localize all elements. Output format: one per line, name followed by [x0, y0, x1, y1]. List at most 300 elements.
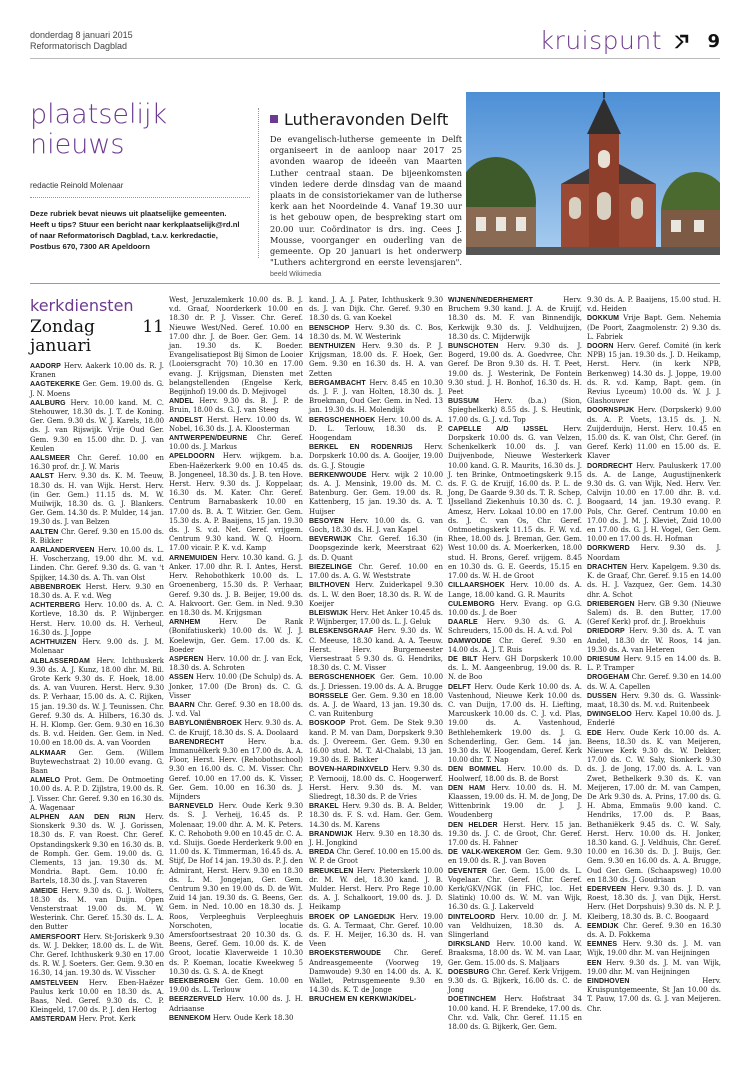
place-name: DRACHTEN: [587, 563, 628, 571]
service-details: Herv. 9.30 ds. P. J. Krijgsman, 18.00 ds. F. Hoek, Ger. Gem. 9.30 en 16.30 ds. H. A. van Zetten: [309, 342, 443, 378]
page-number: 9: [707, 31, 720, 52]
service-details: Herv. 9.30 ds. J. M. van Wijk, 19.00 dhr. M. van Heijningen: [587, 940, 721, 958]
place-name: EEMDIJK: [587, 922, 619, 930]
listing-entry: [309, 627, 443, 673]
article-title-text: Lutheravonden Delft: [284, 110, 449, 129]
service-details: Herv. Oude Kerk 18.30: [212, 1013, 294, 1022]
listing-entry: [30, 454, 164, 472]
place-name: EDE: [587, 729, 602, 737]
place-name: ALPHEN AAN DEN RIJN: [30, 813, 136, 821]
listing-entry: [309, 719, 443, 765]
service-details: Prot. Gem. De Ontmoeting 10.00 ds. A. P. D. Zijlstra, 19.00 ds. R. J. Visser. Chr. Geref. 9.30 en 16.30 ds. A. Wagenaar: [30, 776, 164, 812]
service-details: Herv. 10.30 kand. G. J. Anker. 17.00 dhr. R. I. Antes, Herst. Herv. Rehobothkerk 10.00 ds. L. Groenenberg, 15.30 ds. P. Verhaar, Geref. 9.30 ds. J. B. Beijer, 19.00 ds. A. Hakvoort. Ger. Gem. in Ned. 9.30 en 18.30 ds. M. Krijgsman: [169, 553, 303, 617]
place-name: CULEMBORG: [448, 600, 495, 608]
service-details: Herv. Dorpskerk 10.00 ds. A. Gooijer, 19.00 ds. G. J. Stougie: [309, 443, 443, 470]
place-name: EDERVEEN: [587, 886, 627, 893]
place-name: ALBLASSERDAM: [30, 657, 90, 665]
place-name: AMEIDE: [30, 887, 58, 895]
place-name: DORKWERD: [587, 545, 630, 553]
service-details: Herv. 9.30 ds. J. Noordam: [587, 544, 721, 562]
place-name: ANDEL: [169, 398, 194, 406]
article-body: [270, 134, 462, 281]
listing-entry: [587, 600, 721, 628]
service-details: Herv. Oude Kerk 10.00 ds. A. Beens, 18.30 ds. K. van Meijeren, Nieuwe Kerk 9.30 ds. W. Dekker, 17.00 ds. C. W. Saly, Sionkerk 9.30 ds. J. de Jong, 17.00 ds. A. L. van Zwet, Bethelkerk 9.30 ds. K. van Meijeren, 17.00 dr. M. van Campen, De Ark 9.30 ds. A. Prins, 17.00 ds. G. H. Abma, Emmaüs 9.00 kand. C. Hendriks, 17.00 ds. P. Baas, Bethaniëkerk 9.45 ds. C. W. Saly, Herst. Herv. 10.00 ds. H. Jonker, 18.30 kand. G. J. Veldhuis, Chr. Geref. 10.00 en 16.30 ds. D. J. Buijs, Ger. Gem. 9.30 en 16.00 ds. A. A. Brugge, Oud Ger. Gem. (Schaapsweg) 10.00 en 18.30 ds. J. Goudriaan: [587, 728, 721, 884]
service-details: Herv. De Rank (Bonifatiuskerk) 10.00 ds. W. J. J. Koelewijn, Ger. Gem. 17.00 ds. K. Boeder: [169, 618, 303, 654]
service-details: Herv. Zuiderkapel 9.30 ds. L. W. den Boer, 18.30 ds. R. W. de Koeijer: [309, 581, 443, 608]
place-name: AALTEN: [30, 528, 59, 536]
place-name: BARNEVELD: [169, 803, 214, 811]
place-name: AAGTEKERKE: [30, 381, 81, 389]
service-details: Chr. Geref. 9.30 en 14.00 ds. A. J. T. Ruis: [448, 636, 582, 654]
place-name: DOORNSPIJK: [587, 407, 635, 415]
service-details: Herv. 8.45 en 10.30 ds. J. F. J. van Holten, 18.30 ds. J. Broekman, Oud Ger. Gem. in Ned. 13 jan. 19.30 ds. H. Molendijk: [309, 378, 443, 415]
listing-column-5: [587, 296, 721, 1014]
service-details: Herv. 9.30 ds. G. A. Schreuders, 15.00 ds. H. A. v.d. Pol: [448, 618, 582, 636]
place-name: BARENDRECHT: [169, 738, 225, 746]
service-details: Herv. 10.00 ds. A. Lange, 18.00 kand. G. R. Maurits: [448, 581, 582, 599]
service-details: Chr. Geref. Andreasgemeente (Voorweg 19, Damwoude) 9.30 en 14.00 ds. A. K. Wallet, Petrusgemeente 9.30 en 14.30 ds. K. T. de Jonge: [309, 949, 443, 995]
place-name: BAARN: [169, 701, 195, 709]
listing-entry: [309, 324, 443, 342]
service-details: Herv. 10.00 ds. A. D. L. Terlouw, 18.30 ds. P. Hoogendam: [309, 415, 443, 443]
service-details: Herst. Herv. 15 jan. 19.30 ds. J. C. de Groot, Chr. Geref. 17.00 ds. H. Fahner: [448, 820, 582, 847]
vertical-divider: [258, 108, 259, 258]
listing-entry: [309, 609, 443, 627]
listing-entry: [30, 638, 164, 656]
place-name: AALBURG: [30, 399, 66, 407]
listing-entry: [30, 528, 164, 546]
service-details: Herv. (Dorpskerk) 9.00 ds. A. P. Voets, 13.15 ds. J. N. Zuijderduijn, Herst. Herv. 10.45 en 15.00 ds. K. van Olst, Chr. Geref. (in Geref. Kerk) 11.00 en 15.00 ds. E. Klaver: [587, 406, 721, 461]
service-details: 9.30 ds. A. P. Baaijens, 15.00 stud. H. v.d. Heiden: [587, 296, 721, 314]
listing-entry: [169, 673, 303, 701]
service-details: Herv. 9.30 ds. G. Wassink-maat, 18.30 ds. M. v.d. Ruitenbeek: [587, 691, 721, 709]
listing-entry: [169, 977, 303, 995]
service-details: Ger. Gem. 10.00 ds. J. Driessen. 19.00 ds. A. A. Brugge: [309, 673, 443, 691]
listing-entry: [448, 581, 582, 599]
service-details: Herv. Prot. Kerk: [78, 1015, 136, 1024]
place-name: AARLANDERVEEN: [30, 547, 95, 555]
listing-entry: [30, 749, 164, 777]
place-name: AMSTERDAM: [30, 1016, 77, 1024]
service-details: Herst. Herv. 9.30 en 18.30 ds. A. F. v.d. Weg: [30, 582, 164, 601]
listing-entry: [169, 554, 303, 618]
listing-entry: [309, 830, 443, 848]
service-details: Herv. 19.00 ds. G. A. Termaat, Chr. Geref. 10.00 ds. F. H. Meijer, 16.30 ds. H. van Veen: [309, 912, 443, 949]
listing-entry: [309, 765, 443, 802]
service-details: Herv. 10.00 dr. J. M. van Veldhuizen, 18.30 ds. A. Slingerland: [448, 912, 582, 940]
listing-entry: [169, 655, 303, 673]
service-details: Herv. b.a. Immanuëlkerk 9.30 en 17.00 ds. A. A. Floor, Herst. Herv. (Rehobothschool) 9.30 en 16.00 ds. C. M. Visser. Chr. Geref. 10.00 en 17.00 ds. K. Visser, Ger. Gem. 10.00 en 16.30 ds. J. Mijnders: [169, 737, 303, 801]
service-details: Herv. Het Anker 10.45 ds. P. Wijnberger, 17.00 ds. L. J. Geluk: [309, 608, 443, 627]
service-details: Chr. Geref. 10.00 en 15.00 ds. W. P. de Groot: [309, 848, 443, 866]
service-details: Herv. 9.30 ds. J. Bogerd, 19.00 ds. A. Goedvree, Chr. Geref. De Bron 9.30 ds. H. T. Peet, 19.00 ds. J. Westerink, De Fontein 9.30 stud. J. H. Bonhof, 16.30 ds. H. Peet: [448, 342, 582, 397]
service-details: Herv. wijk 2 10.00 ds. A. J. Mensink, 19.00 ds. M. C. Batenburg. Ger. Gem. 19.00 ds. R. Kattenberg, 15 jan. 19.30 ds. A. T. Huijser: [309, 470, 443, 516]
place-name: BROEK OP LANGEDIJK: [309, 913, 396, 921]
divider: [30, 197, 250, 198]
service-details: Ger. Gem. 15.00 ds. L. Vogelaar. Chr. Geref. (Chr. Geref. Kerk/GKV/NGK (in FHC, loc. Het Slatink) 10.00 ds. W. M. van Wijk, 16.30 ds. G. J. Lakerveld: [448, 866, 582, 912]
service-details: Herv. 9.30 ds. K. M. Teeuw, 18.30 ds. H. van Wijk. Herst. Herv. (in Ger. Gem.) 11.15 ds. M. W. Muilwijk, 18.30 ds. G. J. Blankers. Ger. Gem. 14.30 ds. P. Mulder, 14 jan. 19.30 ds. J. van Belzen: [30, 472, 164, 527]
service-details: Herv. 9.30 ds. B. J. P. de Bruin, 18.00 ds. G. J. van Steeg: [169, 397, 303, 415]
service-details: Herv. 9.30 ds. B. A. Belder, 18.30 ds. F. S. v.d. Ham. Ger. Gem. 14.30 ds. M. Karens: [309, 802, 443, 829]
listing-entry: [309, 848, 443, 866]
listing-entry: [30, 583, 164, 601]
date-line: [30, 30, 133, 52]
service-details: kand. J. A. J. Pater, Ichthuskerk 9.30 ds. J. van Dijk. Chr. Geref. 9.30 en 18.30 ds. G. van Koekel: [309, 296, 443, 323]
listing-entry: [587, 692, 721, 710]
service-details: Herv. Geref. Comité (in kerk NPB) 15 jan. 19.30 ds. J. D. Heikamp, Herst. Herv. (in kerk NPB, Berkenweg) 14.30 ds. J. Joppe, 19.00 ds. R. v.d. Kamp, Bapt. gem. (in Revius Lyceum) 10.00 ds. W. J. J. Glashouwer: [587, 342, 721, 406]
listing-entry: [169, 701, 303, 719]
place-name: ANDELST: [169, 416, 203, 424]
place-name: BOSKOOP: [309, 720, 346, 728]
place-name: AMSTELVEEN: [30, 979, 79, 987]
service-details: Ger. Gem. (Willem Buytewechstraat 2) 10.00 evang. G. Baan: [30, 748, 164, 775]
listing-entry: [448, 683, 582, 766]
service-details: Herv. 9.30 en 18.30 ds. J. H. Jongkind: [309, 829, 443, 847]
service-details: Herv. Bruchem 9.30 kand. J. A. de Kruijf, 18.30 ds. M. F. van Binnendijk, Kerkwijk 9.30 ds. J. Veldhuijzen, 18.30 ds. C. Mijderwijk: [448, 296, 582, 341]
section-rule: [30, 283, 720, 284]
place-name: AADORP: [30, 363, 61, 370]
listing-entry: [169, 434, 303, 452]
place-name: BERGAMBACHT: [309, 379, 366, 387]
listing-entry: [309, 913, 443, 950]
listing-entry: [169, 995, 303, 1013]
place-name: BEVERWIJK: [309, 536, 352, 544]
listing-entry: [169, 1014, 303, 1023]
listing-entry: [587, 462, 721, 545]
listing-entry: [587, 922, 721, 940]
place-name: BREUKELEN: [309, 867, 354, 875]
service-details: Herv. 9.30 ds. C. Bos, 18.30 ds. M. W. Westerink: [309, 323, 443, 341]
listing-entry: [448, 821, 582, 849]
service-details: Herv. Oude Kerk 10.00 ds. A. Vastenhoud, Nieuwe Kerk 10.00 ds. C. van Duijn, 17.00 ds. H. Liefting, Marcuskerk 10.00 ds. C. J. v.d. Plas, 19.00 ds. A. Vastenhoud, Bethlehemkerk 19.00 ds. J. G. Schenderling, Ger. Gem. 14 jan. 19.30 ds. W. Hoogendam, Geref. Kerk 10.00 dhr. T. Nap: [448, 682, 582, 765]
place-name: DEN HAM: [448, 784, 486, 792]
place-name: ALKMAAR: [30, 749, 67, 757]
place-name: AMERSFOORT: [30, 933, 81, 941]
place-name: DIRKSLAND: [448, 941, 491, 949]
service-details: Herv. 10.00 kand. M. C. Stehouwer, 18.30 ds. J. T. de Koning. Ger. Gem. 9.30 ds. W. J. Karels, 18.00 ds. J. van Rijswijk. Vrije Oud Ger. Gem. 9.30 en 15.00 dhr. D. J. van Keulen: [30, 398, 164, 453]
listing-entry: [448, 600, 582, 618]
listing-entry: [309, 443, 443, 471]
article-text: De evangelisch-lutherse gemeente in Delft organiseert in de aanloop naar 2017 25 avonden waarop de ideeën van Maarten Luther centraal staan. De bijeenkomsten vinden iedere derde dinsdag van de maand plaats in de consistoriekamer van de lutherse kerk aan het Noordeinde 4. Vanaf 19.30 uur is het gebouw open, de bespreking start om 20.00 uur. Coördinator is drs. ing. Cees J. Mousse, voorganger en ouderling van de gemeente. Op 20 januari is het onderwerp "Luthers achtergrond en eerste levensjaren".: [270, 134, 462, 268]
listing-entry: [448, 867, 582, 913]
listing-entry: [448, 637, 582, 655]
listing-entry: [587, 959, 721, 977]
masthead: [30, 28, 720, 58]
place-name: ABBENBROEK: [30, 583, 82, 591]
listing-entry: [30, 380, 164, 398]
service-details: Herv. St-Joriskerk 9.30 ds. W. J. Dekker, 18.00 ds. L. de Wit. Chr. Geref. Ichthuskerk 9.30 en 17.00 ds. R. W. J. Soeters. Ger. Gem. 9.30 en 16.30, 14 jan. 19.30 ds. W. Visscher: [30, 932, 164, 978]
service-details: Herv. 9.00 ds. J. M. Molenaar: [30, 638, 164, 656]
listing-entry: [169, 452, 303, 553]
place-name: ARNEMUIDEN: [169, 554, 218, 562]
listing-entry: [30, 813, 164, 887]
place-name: BROEKSTERWOUDE: [309, 950, 382, 958]
place-name: BEERZERVELD: [169, 996, 223, 1004]
listing-entry: [587, 314, 721, 342]
service-details: Herv. Aakerk 10.00 ds. R. J. Kranen: [30, 362, 164, 380]
listing-entry: [587, 729, 721, 885]
service-details: Herv. Hofstraat 34 10.00 kand. H. F. Brendeke, 17.00 ds. Chr. v.d. Valk, Chr. Geref. 11.15 en 18.00 ds. G. Bijkerk, Ger. Gem.: [448, 995, 582, 1032]
listing-entry: [448, 296, 582, 342]
listing-entry: [169, 618, 303, 655]
listing-entry: [309, 673, 443, 691]
listing-entry: [309, 296, 443, 324]
listing-entry: [309, 471, 443, 517]
service-details: Herv. 10.00 dr. J. van Eck, 18.30 ds. A. Schroten: [169, 654, 303, 673]
service-details: Chr. Geref. 9.30 en 16.30 ds. A. D. Fokkema: [587, 921, 721, 940]
listing-entry: [309, 995, 443, 1004]
listing-column-3: [309, 296, 443, 1005]
listing-entry: [448, 765, 582, 783]
listing-entry: [30, 979, 164, 1016]
place-name: DRIESUM: [587, 655, 620, 663]
place-name: DRIEBERGEN: [587, 600, 635, 608]
place-name: BRANDWIJK: [309, 830, 353, 838]
listing-entry: [30, 933, 164, 979]
place-name: BENTHUIZEN: [309, 343, 356, 351]
place-name: DE BILT: [448, 655, 478, 663]
listing-entry: [169, 296, 303, 397]
listing-entry: [587, 655, 721, 673]
service-details: Herv. Kapelgem. 9.30 ds. K. de Graaf, Chr. Geref. 9.15 en 14.00 ds. H. J. Vazquez, Ger. Gem. 14.30 dhr. A. Schot: [587, 562, 721, 599]
service-details: Herv. Pauluskerk 17.00 ds. A. de Lange, Augustijnenkerk 9.30 ds. G. van Wijk, Ned. Herv. Ver. Calvijn 10.00 en 17.00 dhr. B. v.d. Boogaard, 14 jan. 19.30 evang. P. Pols, Chr. Geref. Centrum 10.00 en 17.00 ds. J. M. J. Kleviet, Zuid 10.00 en 17.00 ds. G. J. H. Vogel, Ger. Gem. 10.00 en 17.00 ds. H. Hofman: [587, 461, 721, 544]
place-name: APELDOORN: [169, 453, 215, 461]
article-title: [270, 110, 448, 129]
listing-entry: [30, 601, 164, 638]
service-details: Chr. Geref. Kerk Vrijgem. 9.30 ds. G. Bijkerk, 16.00 ds. C. de Jong: [448, 967, 582, 995]
service-details: Chr. Geref. 9.30 en 14.00 ds. W. A. Capellen: [587, 673, 721, 691]
listing-entry: [587, 885, 721, 922]
place-name: BEEKBERGEN: [169, 978, 220, 986]
listing-entry: [448, 397, 582, 425]
service-details: Herv. 10.00 ds. A. C. Kortleve, 18.30 ds. P. Wijnberger. Herst. Herv. 10.00 ds. H. Verheul, 16.30 ds. J. Joppe: [30, 601, 164, 637]
service-details: Chr. Geref. 9.30 en 15.00 ds. R. Bikker: [30, 527, 164, 545]
service-details: West, Jeruzalemkerk 10.00 ds. B. J. v.d. Graaf, Noorderkerk 10.00 en 18.30 dr. P. J. Visser. Chr. Geref. Nieuwe West/Ned. Geref. 10.00 en 17.00 dhr. J. de Boer. Ger. Gem. 14 jan. 19.30 ds. K. Boeder. Evangelisatiepost Bij Simon de Looier (Looiersgracht 70) 10.30 en 17.00 evang. J. Krijgsman, Diensten met belangstellenden (Engelse Kerk, Begijnhof) 19.00 ds. D. Mejivogel: [169, 296, 303, 397]
place-name: BLESKENSGRAAF: [309, 628, 374, 636]
place-name: DOESBURG: [448, 968, 490, 976]
listing-entry: [309, 949, 443, 995]
place-name: ACHTHUIZEN: [30, 639, 77, 647]
listing-entry: [309, 416, 443, 444]
place-name: DRIEDORP: [587, 628, 625, 636]
listing-entry: [587, 627, 721, 655]
listing-entry: [587, 977, 721, 1014]
place-name: BRAKEL: [309, 803, 339, 811]
service-details: Herv. Sionskerk 9.30 ds. W. J. Gorissen, 18.30 ds. F. van Roest. Chr. Geref. Opstandingskerk 9.30 en 16.30 ds. B. de Romph. Ger. Gem. 19.00 ds. G. Clements, 13 jan. 19.30 ds. M. Mondria. Bapt. Gem. 10.00 fr. Bartels, 18.30 ds. J. van Staveren: [30, 812, 164, 886]
service-details: Ger. Gem. 10.00 en 19.00 ds. L. Terlouw: [169, 977, 303, 995]
listing-entry: [587, 710, 721, 728]
listing-entry: [448, 968, 582, 996]
place-name: DROGEHAM: [587, 674, 630, 682]
listing-entry: [169, 397, 303, 415]
arrow-logo-icon: [672, 32, 690, 50]
place-name: DOETINCHEM: [448, 996, 497, 1004]
service-details: Vrije Bapt. Gem. Nehemia (De Poort, Zaagmolenstr. 2) 9.30 ds. L. Fabriek: [587, 314, 721, 341]
place-name: DEN BOMMEL: [448, 766, 501, 774]
place-name: DOORN: [587, 343, 614, 351]
listing-entry: [448, 784, 582, 821]
place-name: ARNHEM: [169, 619, 201, 627]
column-title: plaatselijk nieuws: [30, 99, 168, 160]
listing-entry: [309, 379, 443, 416]
listing-column-1: [30, 296, 164, 1025]
editor-credit: redactie Reinold Molenaar: [30, 181, 124, 190]
listing-entry: [587, 296, 721, 314]
listing-entry: [30, 362, 164, 380]
listing-column-2: [169, 296, 303, 1023]
service-details: Herv. GB 9.30 (Nieuwe Salem) ds. B. den Butter, 17.00 (Geref Kerk) prof. dr. J. Broekhuis: [587, 599, 721, 627]
place-name: ALMELO: [30, 777, 61, 785]
service-details: Herv. 9.15 en 14.00 ds. B. L. P. Tramper: [587, 654, 721, 673]
place-name: BERGSCHENHOEK: [309, 416, 376, 424]
photo-credit: beeld Wikimedia: [270, 271, 322, 279]
listing-entry: [30, 887, 164, 933]
listing-entry: [30, 657, 164, 749]
listing-entry: [587, 342, 721, 406]
service-details: Herv. Pieterskerk 10.00 dr. M. W. del, 18.30 kand. J. B. Mulder. Herst. Herv. Pro Rege 10.00 ds. A. J. Schalkoort, 19.00 ds. J. D. Heikamp: [309, 866, 443, 912]
place-name: BRUCHEM EN KERKWIJK/DEL-: [309, 996, 417, 1004]
listing-entry: [587, 406, 721, 461]
place-name: DUSSEN: [587, 692, 617, 700]
service-details: Herv. 9.30 ds. A. T. van Andel, 18.30 dr. W. Roos, 14 jan. 19.30 ds. A. van Heteren: [587, 627, 721, 654]
place-name: DOKKUM: [587, 315, 620, 323]
listing-entry: [587, 563, 721, 600]
place-name: AALSMEER: [30, 455, 71, 463]
place-name: DWINGELOO: [587, 711, 632, 719]
listing-entry: [448, 655, 582, 683]
listing-entry: [309, 581, 443, 609]
service-details: Herv. 10.00 ds. J. H. Adriaanse: [169, 995, 303, 1013]
listing-entry: [309, 342, 443, 379]
place-name: AALST: [30, 473, 54, 481]
listing-column-4: [448, 296, 582, 1032]
listing-entry: [30, 546, 164, 583]
service-details: Herv. 9.30 ds. P. Vernooij, 18.00 ds. C. Hoogerwerf. Herst. Herv. 9.30 ds. M. van Sliedregt, 18.30 ds. P. de Vries: [309, 765, 443, 801]
service-details: Herv. GH Dorpskerk 10.00 ds. L. M. Aangeenbrug, 19.00 ds. R. N. de Boo: [448, 654, 582, 682]
service-details: Herv. 10.00 (De Schulp) ds. A. Jonker, 17.00 (De Bron) ds. C. G. Visser: [169, 673, 303, 700]
service-details: Chr. Geref. 10.00 en 16.30 prof. dr. J. W. Maris: [30, 454, 164, 472]
listing-entry: [448, 913, 582, 941]
service-details: Herv. Evang. op G.G. 10.00 ds. J. de Boer: [448, 599, 582, 617]
listing-entry: [448, 940, 582, 968]
place-name: BIEZELINGE: [309, 563, 353, 571]
place-name: ACHTERBERG: [30, 602, 81, 610]
place-name: CILLAARSHOEK: [448, 582, 505, 590]
place-name: DELFT: [448, 683, 472, 691]
service-details: Chr. Geref. 10.00 ds. J. Markus: [169, 434, 303, 452]
place-name: EINDHOVEN: [587, 978, 630, 986]
place-name: BERKENWOUDE: [309, 471, 367, 479]
listing-entry: [448, 425, 582, 581]
listing-entry: [309, 692, 443, 720]
place-name: DEVENTER: [448, 867, 487, 875]
place-name: ASPEREN: [169, 655, 204, 663]
service-details: Herv. 9.30 ds. J. M. van Wijk, 19.00 dhr. M. van Heijningen: [587, 958, 721, 976]
listing-entry: [169, 738, 303, 802]
listing-entry: [30, 1015, 164, 1024]
service-details: Prot. Gem. De Stek 9.30 kand. P. M. van Dam, Dorpskerk 9.30 ds. J. Overeem. Ger. Gem. 9.30 en 16.00 stud. M. T. Al-Chalabi, 13 jan. 19.30 ds. E. Bakker: [309, 719, 443, 765]
place-name: DORDRECHT: [587, 462, 633, 470]
place-name: BORSSELE: [309, 692, 349, 700]
listing-date: Zondag 11 januari: [30, 317, 164, 356]
listing-entry: [169, 416, 303, 434]
place-name: EEN: [587, 959, 602, 967]
place-name: BENSCHOP: [309, 324, 350, 332]
service-details: Herv. Oude Kerk 9.30 ds. S. J. Verheij, 16.45 ds. P. Molenaar, 19.00 dhr. A. M. K. Peters. K. C. Rehoboth 9.00 en 10.45 dr. C. A. v.d. Sluijs. Goede Herderkerk 9.00 en 11.00 ds. K. Timmerman, 16.45 ds. A. Stijf, De Hof 14 jan. 19.30 ds. P. J. den Admirant, Herst. Herv. 9.30 en 18.30 ds. L. M. Jongejan, Ger. Gem. Centrum 9.30 en 19.00 ds. D. de Wit. Zuid 14 jan. 19.30 ds. G. Beens, Ger. Gem. in Ned. 10.00 en 18.30 ds. J. Roos, Verpleeghuis Verpleeghuis Norschoten, locatie Amersfoortsestraat 20 10.30 ds. G. Beens, Geref. Gem. 10.00 ds. K. de Groot, locatie Klaverweide 1 10.30 ds. P. Koeman, locatie Kweekweg 5 10.30 ds. G. S. A. de Knegt: [169, 802, 303, 976]
church-photo: [466, 92, 720, 255]
service-details: Herv. wijkgem. b.a. Eben-Haëzerkerk 9.00 en 10.45 ds. B. Jongeneel, 18.30 ds. J. B. ten Hove. Herst. Herv. 9.30 ds. J. Koppelaar, 16.30 ds. M. Kater. Chr. Geref. Centrum Barnabaskerk 10.00 en 17.00 ds. B. A. T. Witzier. Ger. Gem. 15.30 ds. A. P. Baaijens, 15 jan. 19.30 ds. J. S. v.d. Net. Geref. vrijgem. Centrum 9.30 kand. W. Q. Hoorn. 17.00 vicair. P. K. v.d. Kamp: [169, 452, 303, 553]
service-details: Herv. 10.00 ds. H. M. Klaassen, 19.00 ds. H. M. de Jong, De Wittenbrink 19.00 dr. J. J. Woudenberg: [448, 783, 582, 820]
listing-entry: [30, 776, 164, 813]
listing-entry: [448, 342, 582, 397]
service-details: Herv. 10.00 kand. W. Braaksma, 18.00 ds. W. M. van Laar, Ger. Gem. 15.00 ds. S. Maljaars: [448, 940, 582, 967]
place-name: BLEISWIJK: [309, 609, 349, 617]
place-name: ASSEN: [169, 674, 194, 682]
listing-entry: [30, 472, 164, 527]
place-name: BILTHOVEN: [309, 582, 350, 590]
listing-entry: [169, 719, 303, 737]
service-details: Ger. Gem. 9.30 en 18.00 ds. A. J. de Waard, 13 jan. 19.30 ds. C. van Ruitenburg: [309, 691, 443, 719]
service-details: Herv. 9.30 ds. A. C. de Kruijf, 18.30 ds. S. A. Doolaard: [169, 719, 303, 737]
service-details: Herv. 10.00 ds. D. Hoolwerf, 18.00 ds. B. de Borst: [448, 765, 582, 783]
service-details: Chr. Geref. 16.30 (in Doopsgezinde kerk, Meerstraat 62) ds. D. Quant: [309, 535, 443, 562]
listing-entry: [309, 563, 443, 581]
listing-entry: [448, 848, 582, 866]
service-details: Herv. 10.00 ds. G. van Goch, 18.30 ds. H. J. van Kapel: [309, 516, 443, 535]
service-details: Herv. Dorpskerk 10.00 ds. G. van Velzen, Schenkelkerk 10.00 ds. J. van Duijvenbode, Nieuwe Westerkerk 10.00 kand. G. R. Maurits, 16.30 ds. J. J. ten Brinke, Ontmoetingskerk 9.15 ds. F. G. de Kruijf, 16.00 ds. P. L. de Jong, De Gaarde 9.30 ds. T. R. Schep, IJsselland Ziekenhuis 10.30 ds. C. J. Amesz, Herv. Lokaal 10.00 en 17.00 ds. J. C. van Os, Chr. Geref. Ontmoetingskerk 11.15 ds. F. W. v.d. Rhee, 18.00 ds. J. Breman, Ger. Gem. West 10.00 ds. A. Moerkerken, 18.00 stud. H. Brons, Geref. vrijgem. 8.45 en 10.30 ds. G. E. Geerds, 15.15 en 17.00 ds. W. H. de Groot: [448, 424, 582, 581]
place-name: BUNSCHOTEN: [448, 343, 499, 351]
place-name: WIJNEN/NEDERHEMERT: [448, 297, 534, 304]
place-name: EEMNES: [587, 941, 618, 949]
place-name: DEN HELDER: [448, 821, 498, 829]
service-details: Herv. 10.00 ds. L. H. Voscherzang, 19.00 dhr. M. v.d. Linden. Chr. Geref. 9.30 ds. G. van 't Spijker, 14.30 ds. A. Th. van Olst: [30, 546, 164, 582]
publication-name: Reformatorisch Dagblad: [30, 41, 128, 51]
service-details: Herv. 9.30 ds. G. J. Wolters, 18.30 ds. M. van Duijn. Open Vensterstraat 19.00 ds. M. W. Westerink. Chr. Geref. 15.30 ds. L. A. den Butter: [30, 886, 164, 932]
service-details: Herv. 9.30 ds. W. C. Meeuse, 18.30 kand. A. A. Teeuw. Herst. Herv. Burgemeester Viersestraat 5 9.30 ds. G. Hendriks, 18.30 ds. C. M. Visser: [309, 627, 443, 673]
service-details: Chr. Geref. 9.30 en 18.00 ds. J. v.d. Val: [169, 700, 303, 719]
service-details: Herst. Herv. 10.00 ds. W. Nobel, 16.30 ds. J. A. Kloosterman: [169, 415, 303, 433]
place-name: CAPELLE A/D IJSSEL: [448, 425, 549, 433]
place-name: DE VALK-WEKEROM: [448, 849, 522, 857]
section-title: kruispunt: [539, 26, 662, 55]
listing-entry: [309, 517, 443, 535]
square-bullet-icon: [270, 115, 278, 123]
listing-entry: [309, 535, 443, 563]
issue-date: donderdag 8 januari 2015: [30, 30, 133, 40]
top-rule: [30, 58, 720, 59]
submission-info: Deze rubriek bevat nieuws uit plaatselijke gemeenten. Heeft u tips? Stuur een bericht naar kerkplaatselijk@rd.nl of naar Reformatorisch Dagblad, t.a.v. kerkredactie, Postbus 670, 7300 AR Apeldoorn: [30, 209, 240, 251]
service-details: Chr. Geref. 10.00 en 17.00 ds. A. G. W. Weststrate: [309, 562, 443, 581]
service-details: Ger. Gem. 19.00 ds. G. J. N. Moens: [30, 380, 164, 398]
listing-entry: [587, 673, 721, 691]
place-name: DAARLE: [448, 619, 478, 627]
place-name: BERKEL EN RODENRIJS: [309, 444, 413, 452]
place-name: BABYLONIËNBROEK: [169, 720, 243, 728]
service-details: Herv. Kruispuntgemeente, St Jan 10.00 ds. T. Pauw, 17.00 ds. G. J. van Meijeren. Chr.: [587, 977, 721, 1013]
listing-entry: [587, 544, 721, 562]
listing-entry: [448, 995, 582, 1032]
place-name: BESOYEN: [309, 517, 344, 525]
service-details: Herv. Kapel 10.00 ds. J. Enderlé: [587, 710, 721, 728]
place-name: BERGSCHENHOEK: [309, 674, 376, 682]
listing-entry: [448, 618, 582, 636]
place-name: DINTELOORD: [448, 913, 496, 921]
listing-title: kerkdiensten: [30, 296, 134, 315]
listing-entry: [309, 802, 443, 830]
place-name: ANTWERPEN/DEURNE: [169, 435, 248, 443]
place-name: BENNEKOM: [169, 1014, 211, 1022]
listing-entry: [587, 940, 721, 958]
